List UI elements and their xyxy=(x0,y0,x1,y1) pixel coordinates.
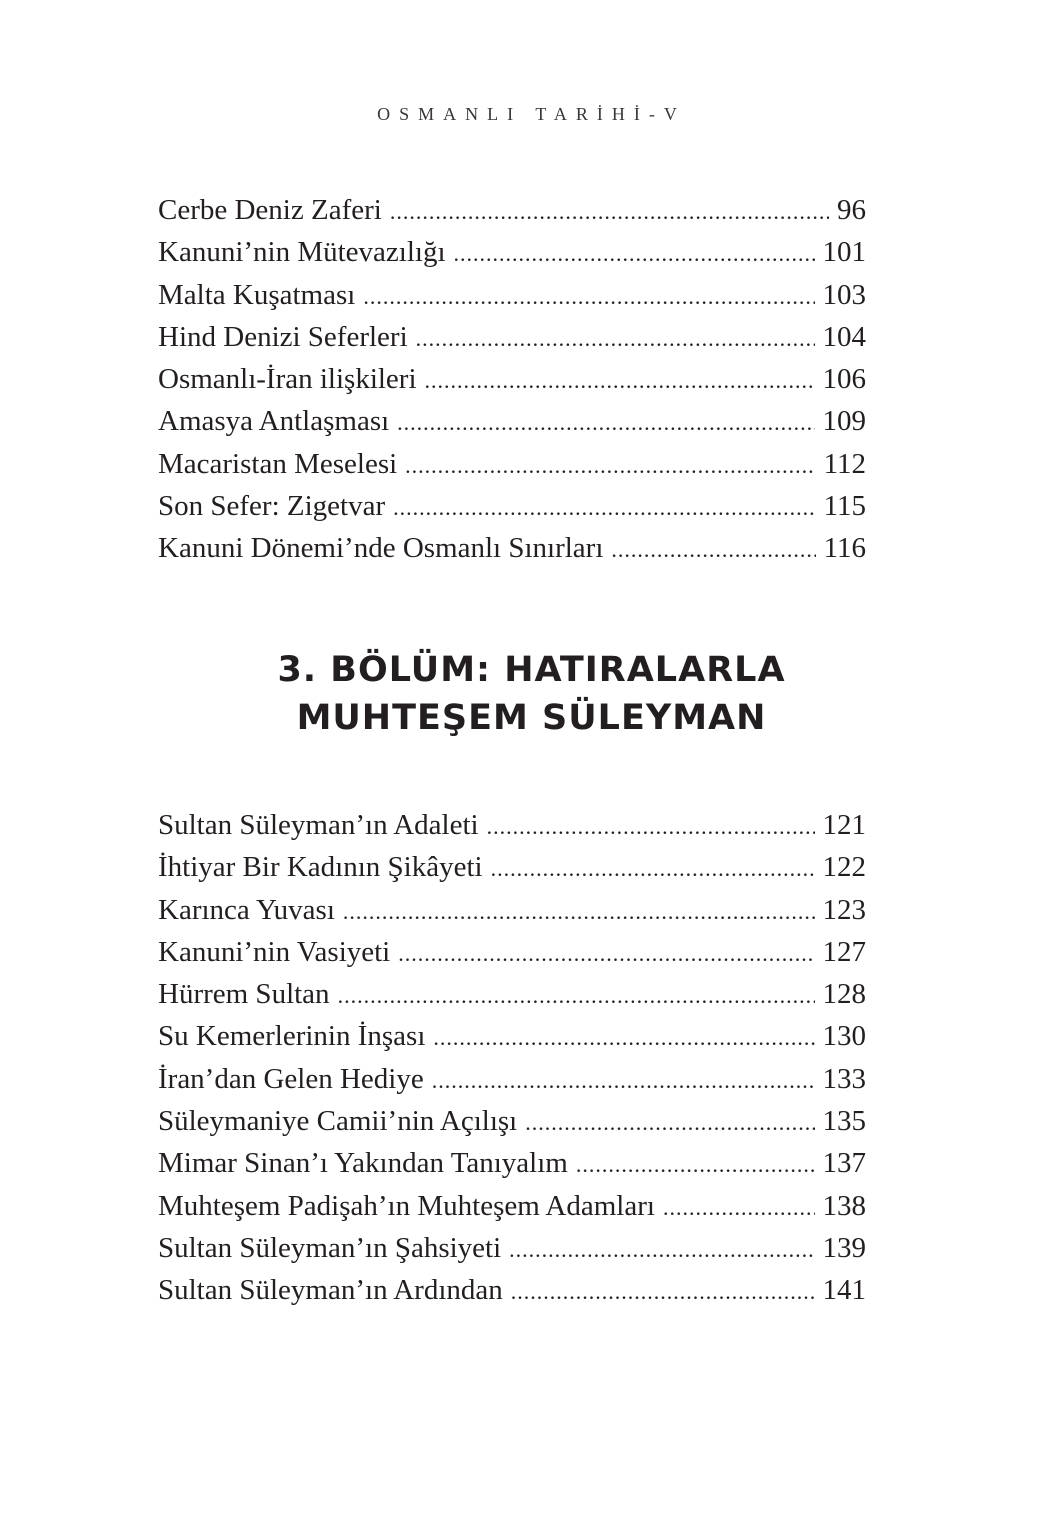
toc-entry-page: 103 xyxy=(815,274,867,316)
table-of-contents-part-2 xyxy=(158,804,866,1312)
toc-entry-page: 137 xyxy=(815,1142,867,1184)
dot-leader xyxy=(454,233,815,273)
dot-leader xyxy=(663,1187,815,1227)
toc-entry-title: İhtiyar Bir Kadının Şikâyeti xyxy=(158,846,491,888)
toc-entry-page: 112 xyxy=(816,443,866,485)
toc-entry-page: 101 xyxy=(815,231,867,273)
dot-leader xyxy=(611,529,815,569)
toc-entry-title: Su Kemerlerinin İnşası xyxy=(158,1015,433,1057)
toc-entry-title: Kanuni Dönemi’nde Osmanlı Sınırları xyxy=(158,527,611,569)
dot-leader xyxy=(338,975,815,1015)
dot-leader xyxy=(525,1102,814,1142)
toc-entry-title: Malta Kuşatması xyxy=(158,274,363,316)
toc-entry-page: 141 xyxy=(815,1269,867,1311)
toc-entry xyxy=(158,846,866,888)
toc-entry-page: 135 xyxy=(815,1100,867,1142)
section-heading-line-1: 3. BÖLÜM: HATIRALARLA xyxy=(277,650,786,690)
toc-entry xyxy=(158,1142,866,1184)
toc-entry-title: Muhteşem Padişah’ın Muhteşem Adamları xyxy=(158,1185,663,1227)
toc-entry xyxy=(158,1269,866,1311)
dot-leader xyxy=(509,1229,814,1269)
toc-entry xyxy=(158,231,866,273)
toc-entry-title: Cerbe Deniz Zaferi xyxy=(158,189,390,231)
toc-entry-page: 96 xyxy=(829,189,866,231)
toc-entry-page: 122 xyxy=(815,846,867,888)
toc-entry xyxy=(158,189,866,231)
toc-entry xyxy=(158,889,866,931)
section-heading xyxy=(0,646,1063,742)
toc-entry-title: Kanuni’nin Mütevazılığı xyxy=(158,231,454,273)
toc-entry-title: Sultan Süleyman’ın Ardından xyxy=(158,1269,511,1311)
dot-leader xyxy=(433,1017,814,1057)
toc-entry-page: 138 xyxy=(815,1185,867,1227)
toc-entry-title: İran’dan Gelen Hediye xyxy=(158,1058,432,1100)
toc-entry-page: 128 xyxy=(815,973,867,1015)
toc-entry xyxy=(158,400,866,442)
toc-entry-page: 130 xyxy=(815,1015,867,1057)
toc-entry-page: 133 xyxy=(815,1058,867,1100)
toc-entry xyxy=(158,1100,866,1142)
toc-entry xyxy=(158,931,866,973)
toc-entry-title: Hind Denizi Seferleri xyxy=(158,316,416,358)
toc-entry-page: 121 xyxy=(815,804,867,846)
toc-entry-title: Mimar Sinan’ı Yakından Tanıyalım xyxy=(158,1142,576,1184)
toc-entry xyxy=(158,485,866,527)
toc-entry-page: 115 xyxy=(816,485,866,527)
dot-leader xyxy=(390,191,829,231)
toc-entry-page: 139 xyxy=(815,1227,867,1269)
table-of-contents-part-1 xyxy=(158,189,866,570)
running-header: OSMANLI TARİHİ-V xyxy=(377,104,686,124)
toc-entry xyxy=(158,274,866,316)
toc-entry xyxy=(158,1015,866,1057)
dot-leader xyxy=(416,318,815,358)
dot-leader xyxy=(487,806,815,846)
dot-leader xyxy=(511,1271,815,1311)
toc-entry xyxy=(158,443,866,485)
dot-leader xyxy=(343,891,815,931)
toc-entry xyxy=(158,1227,866,1269)
toc-entry-title: Son Sefer: Zigetvar xyxy=(158,485,393,527)
dot-leader xyxy=(398,933,814,973)
toc-entry xyxy=(158,1185,866,1227)
dot-leader xyxy=(432,1060,815,1100)
toc-entry-title: Macaristan Meselesi xyxy=(158,443,405,485)
toc-entry xyxy=(158,527,866,569)
toc-entry-title: Amasya Antlaşması xyxy=(158,400,397,442)
toc-entry-title: Sultan Süleyman’ın Adaleti xyxy=(158,804,487,846)
toc-entry xyxy=(158,1058,866,1100)
toc-entry-title: Sultan Süleyman’ın Şahsiyeti xyxy=(158,1227,509,1269)
toc-entry-page: 123 xyxy=(815,889,867,931)
toc-entry-title: Hürrem Sultan xyxy=(158,973,338,1015)
toc-entry-page: 104 xyxy=(815,316,867,358)
toc-entry-page: 109 xyxy=(815,400,867,442)
toc-entry-title: Süleymaniye Camii’nin Açılışı xyxy=(158,1100,525,1142)
toc-entry xyxy=(158,316,866,358)
toc-entry xyxy=(158,973,866,1015)
toc-entry-title: Karınca Yuvası xyxy=(158,889,343,931)
toc-entry-page: 106 xyxy=(815,358,867,400)
toc-entry xyxy=(158,804,866,846)
toc-entry-title: Osmanlı-İran ilişkileri xyxy=(158,358,425,400)
dot-leader xyxy=(405,445,815,485)
dot-leader xyxy=(576,1144,815,1184)
dot-leader xyxy=(491,848,815,888)
toc-entry xyxy=(158,358,866,400)
section-heading-line-2: MUHTEŞEM SÜLEYMAN xyxy=(296,698,767,738)
dot-leader xyxy=(393,487,815,527)
toc-entry-page: 127 xyxy=(815,931,867,973)
toc-entry-title: Kanuni’nin Vasiyeti xyxy=(158,931,398,973)
dot-leader xyxy=(397,402,814,442)
dot-leader xyxy=(425,360,815,400)
toc-entry-page: 116 xyxy=(816,527,866,569)
dot-leader xyxy=(363,276,814,316)
